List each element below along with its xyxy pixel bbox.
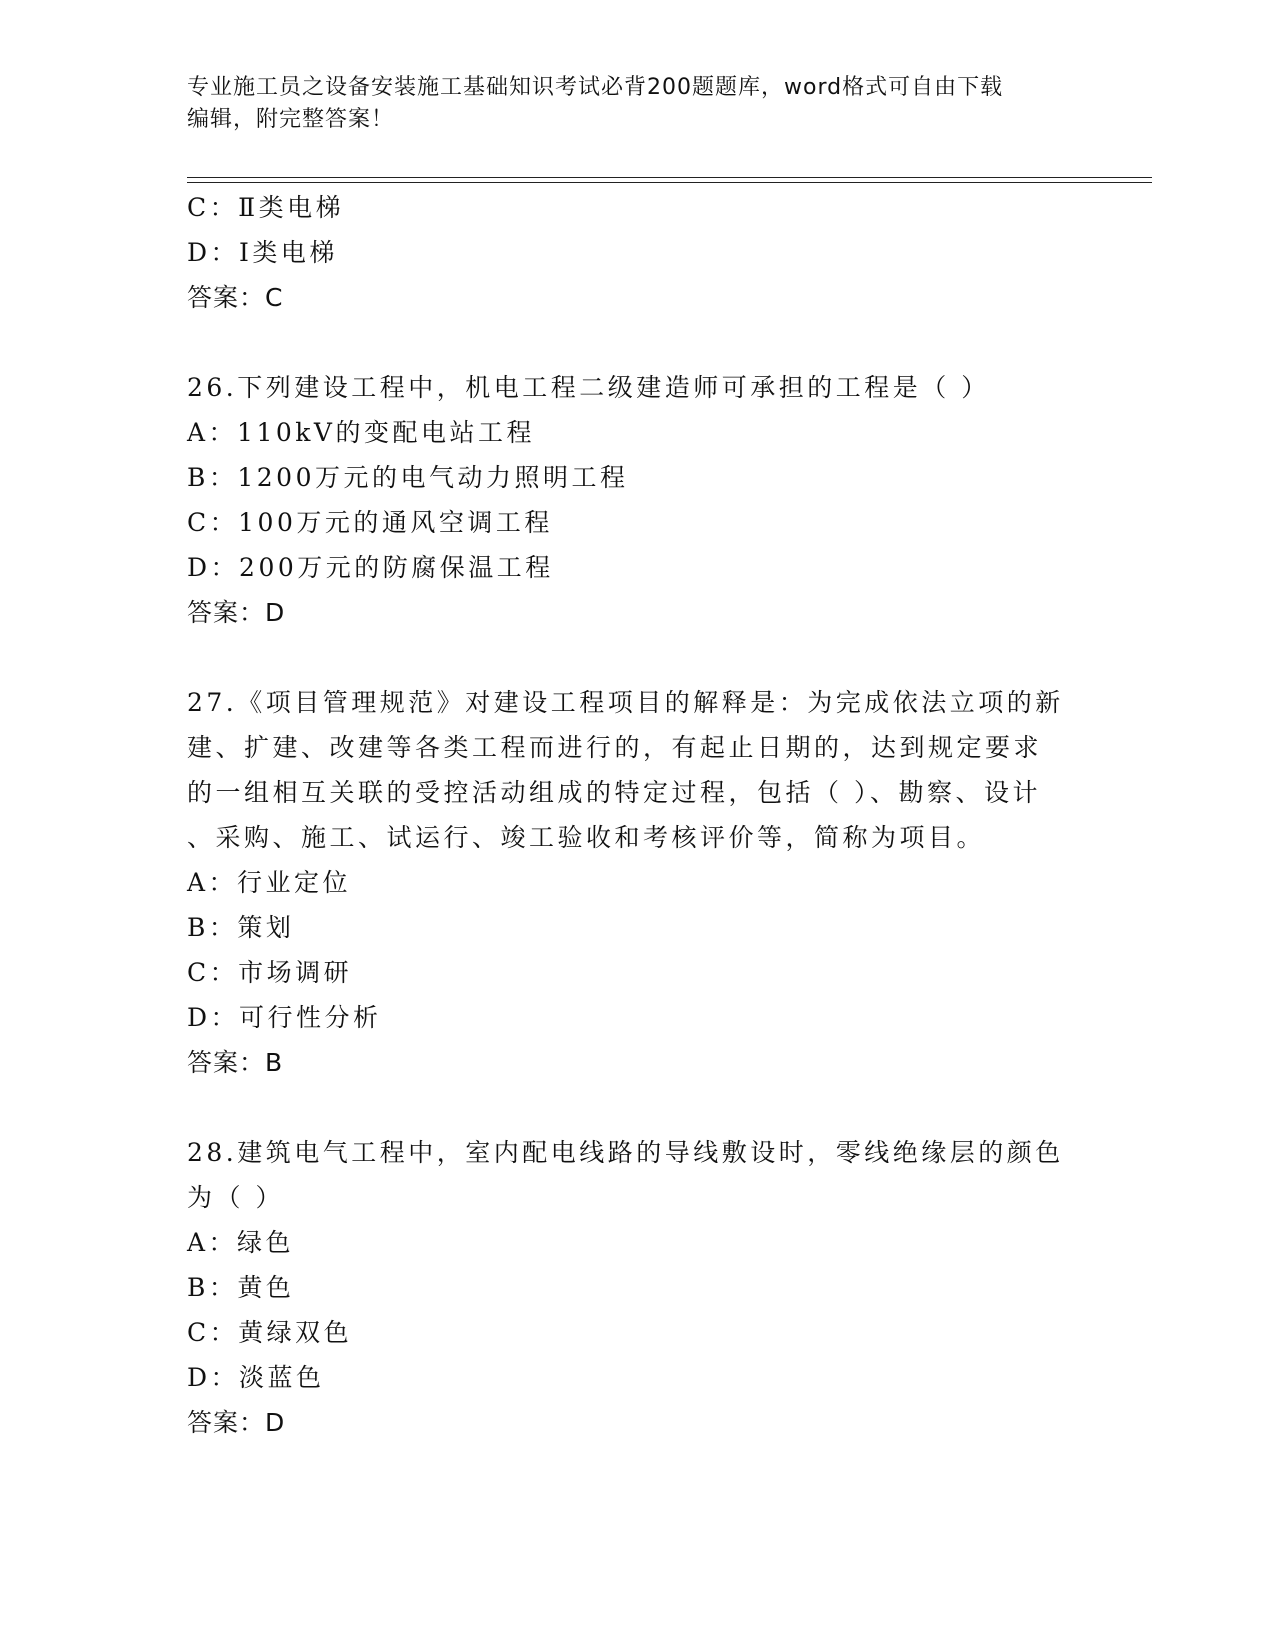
q27-answer: 答案：B xyxy=(187,1048,284,1077)
q28-option-b: B：黄色 xyxy=(187,1273,295,1302)
q27-stem-line-2: 建、扩建、改建等各类工程而进行的，有起止日期的，达到规定要求 xyxy=(187,733,1043,762)
q26-option-b: B：1200万元的电气动力照明工程 xyxy=(187,463,629,492)
q28-answer: 答案：D xyxy=(187,1408,286,1437)
prev-option-d: D：Ⅰ类电梯 xyxy=(187,238,338,267)
q26-answer: 答案：D xyxy=(187,598,286,627)
q26-option-a: A：110kV的变配电站工程 xyxy=(187,418,535,447)
prev-option-c: C：Ⅱ类电梯 xyxy=(187,193,345,222)
q28-stem-line-2: 为（ ） xyxy=(187,1183,284,1212)
q27-option-c: C：市场调研 xyxy=(187,958,353,987)
header-title-line-1: 专业施工员之设备安装施工基础知识考试必背200题题库，word格式可自由下载 xyxy=(187,75,1004,100)
document-header xyxy=(187,72,1087,136)
q26-option-d: D：200万元的防腐保温工程 xyxy=(187,553,554,582)
q27-stem-line-1: 27.《项目管理规范》对建设工程项目的解释是：为完成依法立项的新 xyxy=(187,688,1064,717)
header-divider-bottom xyxy=(187,182,1152,183)
header-title-line-2: 编辑，附完整答案！ xyxy=(187,107,395,132)
q27-option-b: B：策划 xyxy=(187,913,295,942)
header-divider-top xyxy=(187,177,1152,178)
prev-answer: 答案：C xyxy=(187,283,284,312)
q28-option-c: C：黄绿双色 xyxy=(187,1318,353,1347)
q28-option-a: A：绿色 xyxy=(187,1228,295,1257)
q26-stem: 26.下列建设工程中，机电工程二级建造师可承担的工程是（ ） xyxy=(187,373,990,402)
q27-stem-line-3: 的一组相互关联的受控活动组成的特定过程，包括（ ）、勘察、设计 xyxy=(187,778,1041,807)
q27-option-a: A：行业定位 xyxy=(187,868,352,897)
q27-option-d: D：可行性分析 xyxy=(187,1003,382,1032)
q28-option-d: D：淡蓝色 xyxy=(187,1363,325,1392)
q26-option-c: C：100万元的通风空调工程 xyxy=(187,508,553,537)
q27-stem-line-4: 、采购、施工、试运行、竣工验收和考核评价等，简称为项目。 xyxy=(187,823,986,852)
q28-stem-line-1: 28.建筑电气工程中，室内配电线路的导线敷设时，零线绝缘层的颜色 xyxy=(187,1138,1064,1167)
